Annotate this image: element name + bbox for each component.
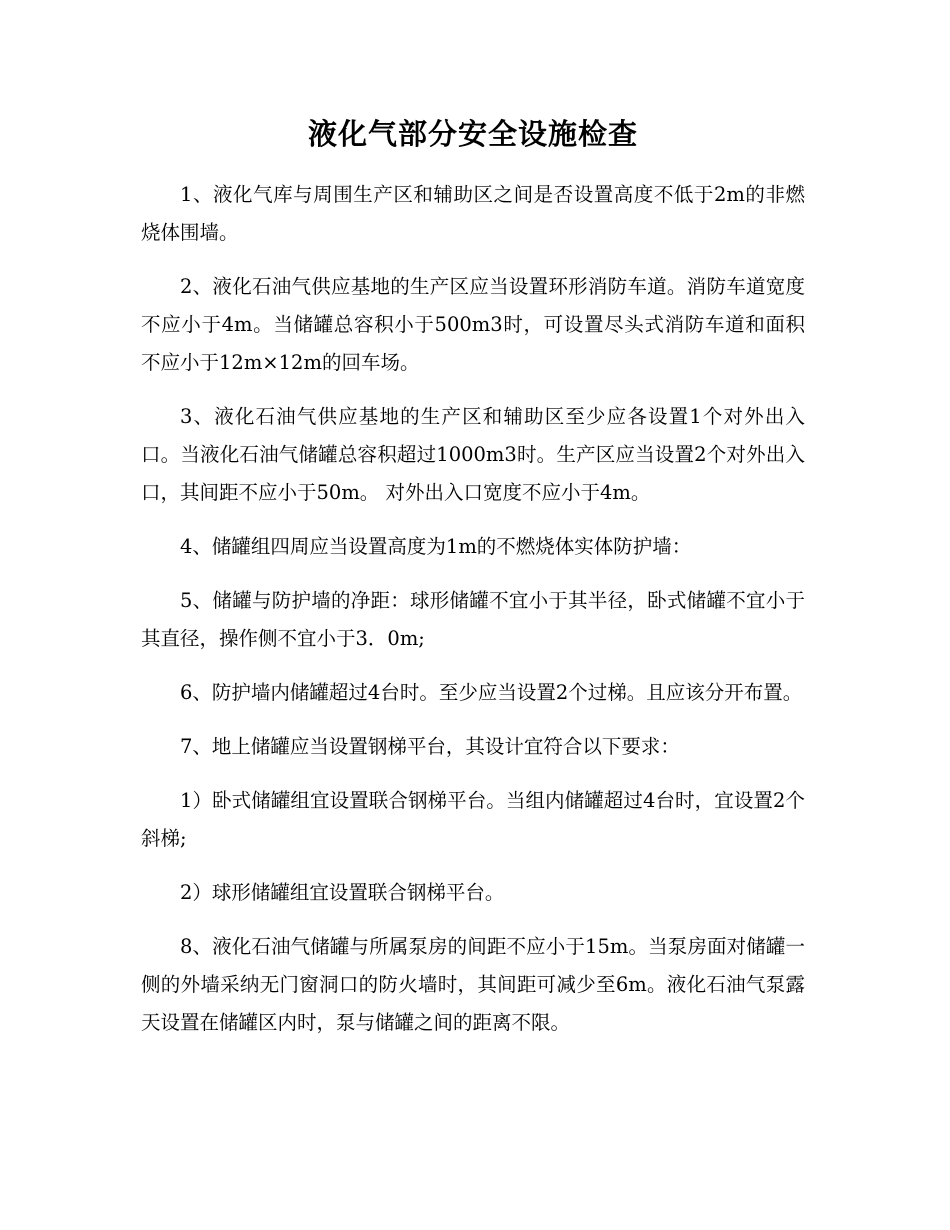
paragraph-7: 7、地上储罐应当设置钢梯平台，其设计宜符合以下要求： (180, 735, 680, 758)
paragraph-5: 5、储罐与防护墙的净距：球形储罐不宜小于其半径，卧式储罐不宜小于其直径，操作侧不宜小于3．0m; (141, 589, 805, 650)
paragraph-7-2: 2）球形储罐组宜设置联合钢梯平台。 (180, 881, 505, 904)
paragraph-4: 4、储罐组四周应当设置高度为1m的不燃烧体实体防护墙： (180, 535, 692, 558)
paragraph-7-1: 1）卧式储罐组宜设置联合钢梯平台。当组内储罐超过4台时，宜设置2个斜梯; (141, 789, 805, 850)
document-page (141, 112, 805, 1058)
document-title: 液化气部分安全设施检查 (307, 117, 638, 151)
paragraph-6: 6、防护墙内储罐超过4台时。至少应当设置2个过梯。且应该分开布置。 (180, 681, 803, 704)
paragraph-3: 3、液化石油气供应基地的生产区和辅助区至少应各设置1个对外出入口。当液化石油气储罐总容积超过1000m3时。生产区应当设置2个对外出入口，其间距不应小于50m。 对外出入口宽度不应小于4m。 (141, 405, 805, 504)
paragraph-2: 2、液化石油气供应基地的生产区应当设置环形消防车道。消防车道宽度不应小于4m。当储罐总容积小于500m3时，可设置尽头式消防车道和面积不应小于12m×12m的回车场。 (141, 275, 805, 374)
paragraph-1: 1、液化气库与周围生产区和辅助区之间是否设置高度不低于2m的非燃烧体围墙。 (141, 183, 805, 244)
paragraph-8: 8、液化石油气储罐与所属泵房的间距不应小于15m。当泵房面对储罐一侧的外墙采纳无门窗洞口的防火墙时，其间距可减少至6m。液化石油气泵露天设置在储罐区内时，泵与储罐之间的距离不限。 (141, 935, 805, 1034)
